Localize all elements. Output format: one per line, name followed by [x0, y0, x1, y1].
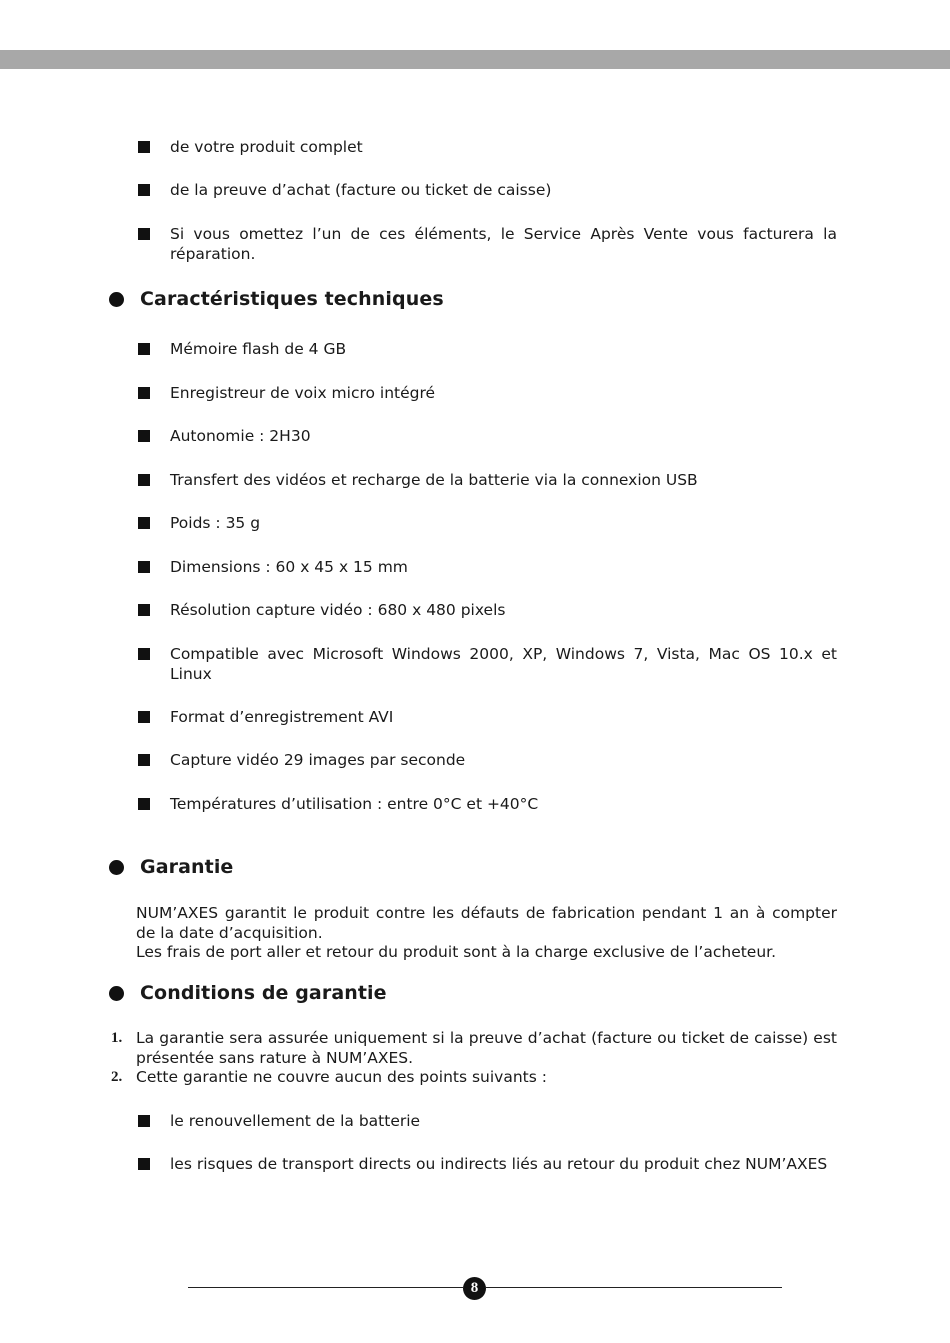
- spec-text: Capture vidéo 29 images par seconde: [170, 751, 466, 769]
- spec-text: Températures d’utilisation : entre 0°C et +40°C: [170, 795, 539, 813]
- square-bullet-icon: [138, 387, 150, 399]
- specs-heading: [109, 289, 849, 313]
- square-bullet-icon: [138, 430, 150, 442]
- square-bullet-icon: [138, 1115, 150, 1127]
- header-bar: [0, 50, 950, 69]
- section-title: Garantie: [140, 856, 234, 878]
- round-bullet-icon: [109, 986, 124, 1001]
- section-title: Conditions de garantie: [140, 982, 387, 1004]
- list-item-text: de votre produit complet: [170, 138, 363, 156]
- spec-text: Mémoire flash de 4 GB: [170, 340, 347, 358]
- spec-text: Autonomie : 2H30: [170, 427, 311, 445]
- square-bullet-icon: [138, 604, 150, 616]
- item-number: 2.: [111, 1069, 123, 1085]
- square-bullet-icon: [138, 474, 150, 486]
- list-item-text: le renouvellement de la batterie: [170, 1112, 421, 1130]
- spec-text: Poids : 35 g: [170, 514, 261, 532]
- spec-text: Dimensions : 60 x 45 x 15 mm: [170, 558, 408, 576]
- square-bullet-icon: [138, 184, 150, 196]
- numbered-item-text: La garantie sera assurée uniquement si la preuve d’achat (facture ou ticket de caisse) est présentée sans rature à NUM’AXES.: [136, 1029, 837, 1067]
- list-item-text: de la preuve d’achat (facture ou ticket de caisse): [170, 181, 552, 199]
- list-item-text: Si vous omettez l’un de ces éléments, le Service Après Vente vous facturera la réparation.: [170, 225, 837, 263]
- footer-rule-right: [486, 1287, 782, 1288]
- round-bullet-icon: [109, 292, 124, 307]
- warranty-text-line: NUM’AXES garantit le produit contre les défauts de fabrication pendant 1 an à compter de la date d’acquisition.: [136, 904, 837, 942]
- spec-text: Compatible avec Microsoft Windows 2000, XP, Windows 7, Vista, Mac OS 10.x et Linux: [170, 645, 837, 683]
- list-item-text: les risques de transport directs ou indirects liés au retour du produit chez NUM’AXES: [170, 1155, 828, 1173]
- round-bullet-icon: [109, 860, 124, 875]
- square-bullet-icon: [138, 141, 150, 153]
- square-bullet-icon: [138, 343, 150, 355]
- numbered-item-text: Cette garantie ne couvre aucun des points suivants :: [136, 1068, 547, 1086]
- spec-text: Transfert des vidéos et recharge de la batterie via la connexion USB: [170, 471, 698, 489]
- spec-text: Résolution capture vidéo : 680 x 480 pixels: [170, 601, 506, 619]
- warranty-text-line: Les frais de port aller et retour du produit sont à la charge exclusive de l’acheteur.: [136, 943, 777, 961]
- footer-rule-left: [188, 1287, 463, 1288]
- square-bullet-icon: [138, 517, 150, 529]
- conditions-heading: [109, 983, 849, 1007]
- spec-text: Enregistreur de voix micro intégré: [170, 384, 436, 402]
- page-number: 8: [463, 1277, 486, 1300]
- square-bullet-icon: [138, 648, 150, 660]
- warranty-paragraph: [136, 904, 837, 963]
- spec-text: Format d’enregistrement AVI: [170, 708, 394, 726]
- section-title: Caractéristiques techniques: [140, 288, 444, 310]
- warranty-heading: [109, 857, 849, 881]
- item-number: 1.: [111, 1030, 123, 1046]
- square-bullet-icon: [138, 754, 150, 766]
- square-bullet-icon: [138, 1158, 150, 1170]
- square-bullet-icon: [138, 228, 150, 240]
- square-bullet-icon: [138, 798, 150, 810]
- square-bullet-icon: [138, 711, 150, 723]
- square-bullet-icon: [138, 561, 150, 573]
